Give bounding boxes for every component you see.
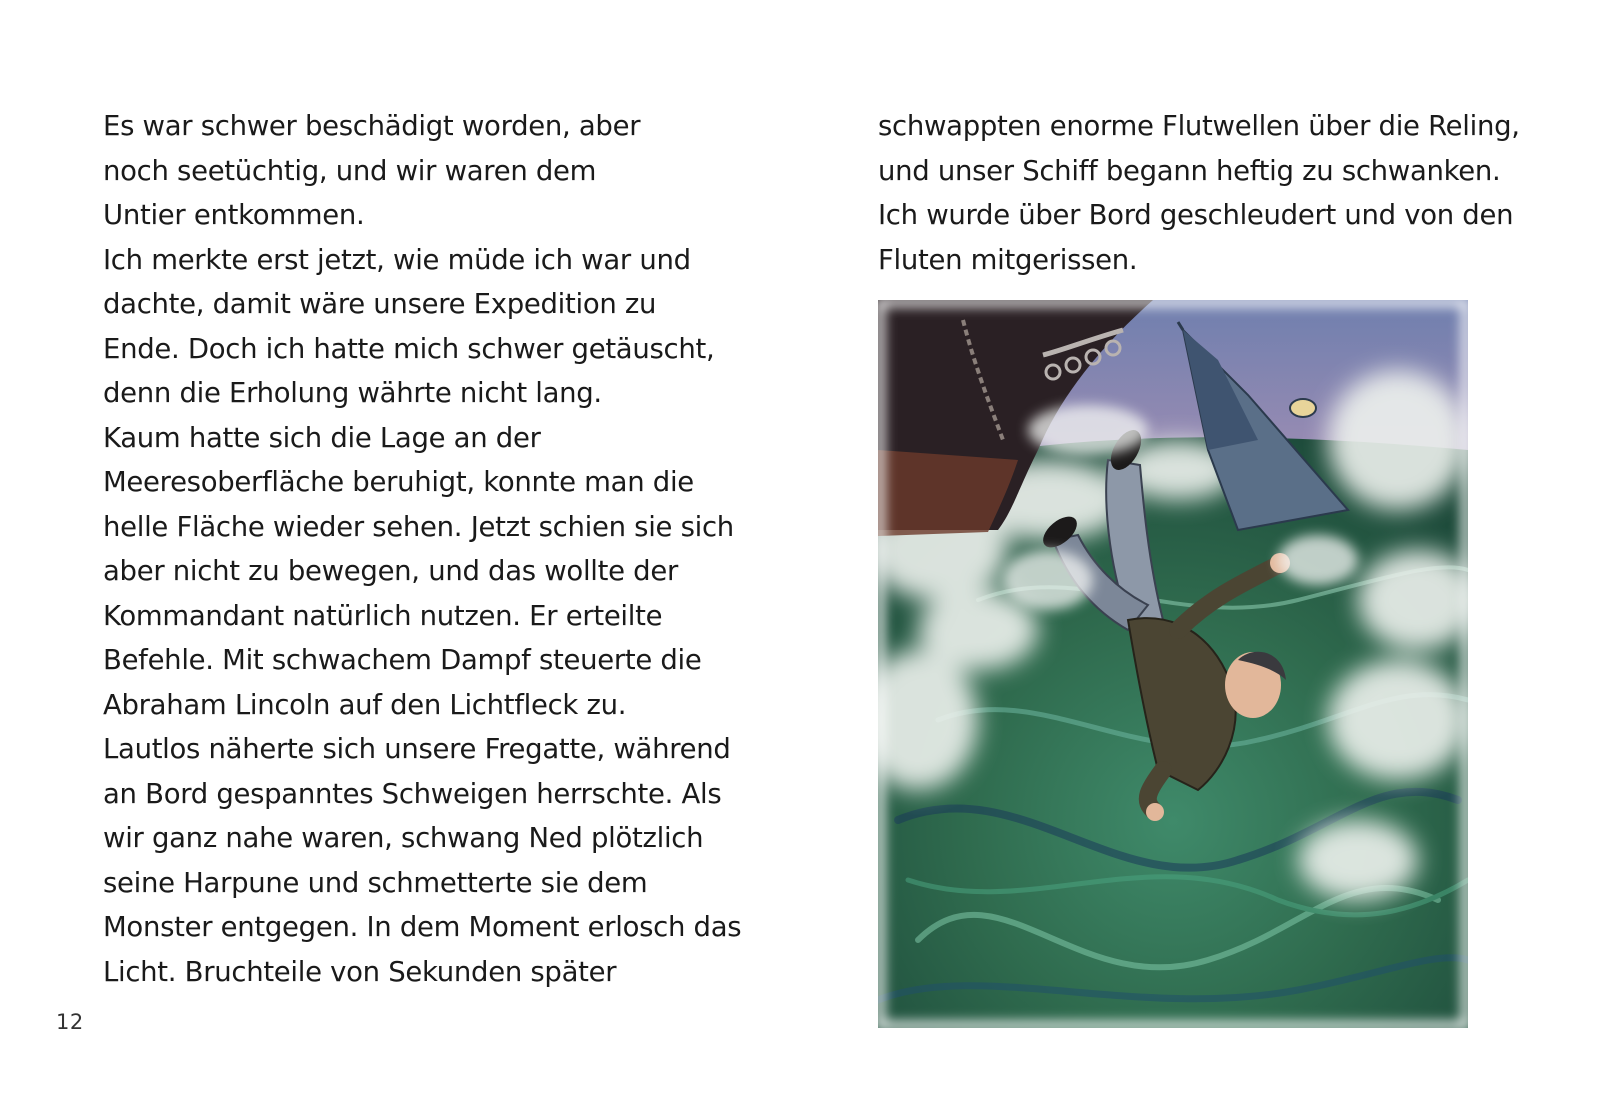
illustration-artwork — [878, 300, 1468, 1028]
text-line: helle Fläche wieder sehen. Jetzt schien sie sich — [103, 510, 734, 543]
text-line: Licht. Bruchteile von Sekunden später — [103, 955, 617, 988]
text-line: seine Harpune und schmetterte sie dem — [103, 866, 648, 899]
page-number: 12 — [56, 1010, 84, 1034]
text-line: Monster entgegen. In dem Moment erlosch das — [103, 911, 742, 943]
left-page-text — [103, 104, 742, 994]
text-line: Ich wurde über Bord geschleudert und von den — [878, 199, 1514, 231]
right-page-text — [878, 104, 1518, 282]
text-line: Meeresoberfläche beruhigt, konnte man die — [103, 466, 694, 498]
text-line: schwappten enorme Flutwellen über die Reling, — [878, 110, 1520, 142]
text-line: denn die Erholung währte nicht lang. — [103, 377, 602, 409]
text-line: Kommandant natürlich nutzen. Er erteilte — [103, 599, 663, 632]
text-line: Befehle. Mit schwachem Dampf steuerte die — [103, 644, 702, 676]
text-line: Fluten mitgerissen. — [878, 243, 1138, 276]
text-line: Es war schwer beschädigt worden, aber — [103, 110, 641, 142]
text-line: Lautlos näherte sich unsere Fregatte, während — [103, 733, 731, 765]
text-line: Abraham Lincoln auf den Lichtfleck zu. — [103, 688, 627, 721]
text-line: dachte, damit wäre unsere Expedition zu — [103, 288, 657, 320]
text-line: Untier entkommen. — [103, 199, 365, 231]
story-illustration — [878, 300, 1468, 1028]
text-line: und unser Schiff begann heftig zu schwanken. — [878, 154, 1501, 187]
text-line: Ich merkte erst jetzt, wie müde ich war und — [103, 243, 691, 276]
text-line: Kaum hatte sich die Lage an der — [103, 421, 541, 454]
text-line: noch seetüchtig, und wir waren dem — [103, 154, 597, 187]
text-line: aber nicht zu bewegen, und das wollte der — [103, 555, 678, 587]
text-line: wir ganz nahe waren, schwang Ned plötzlich — [103, 822, 704, 854]
text-line: an Bord gespanntes Schweigen herrschte. Als — [103, 777, 722, 810]
text-line: Ende. Doch ich hatte mich schwer getäuscht, — [103, 332, 715, 365]
